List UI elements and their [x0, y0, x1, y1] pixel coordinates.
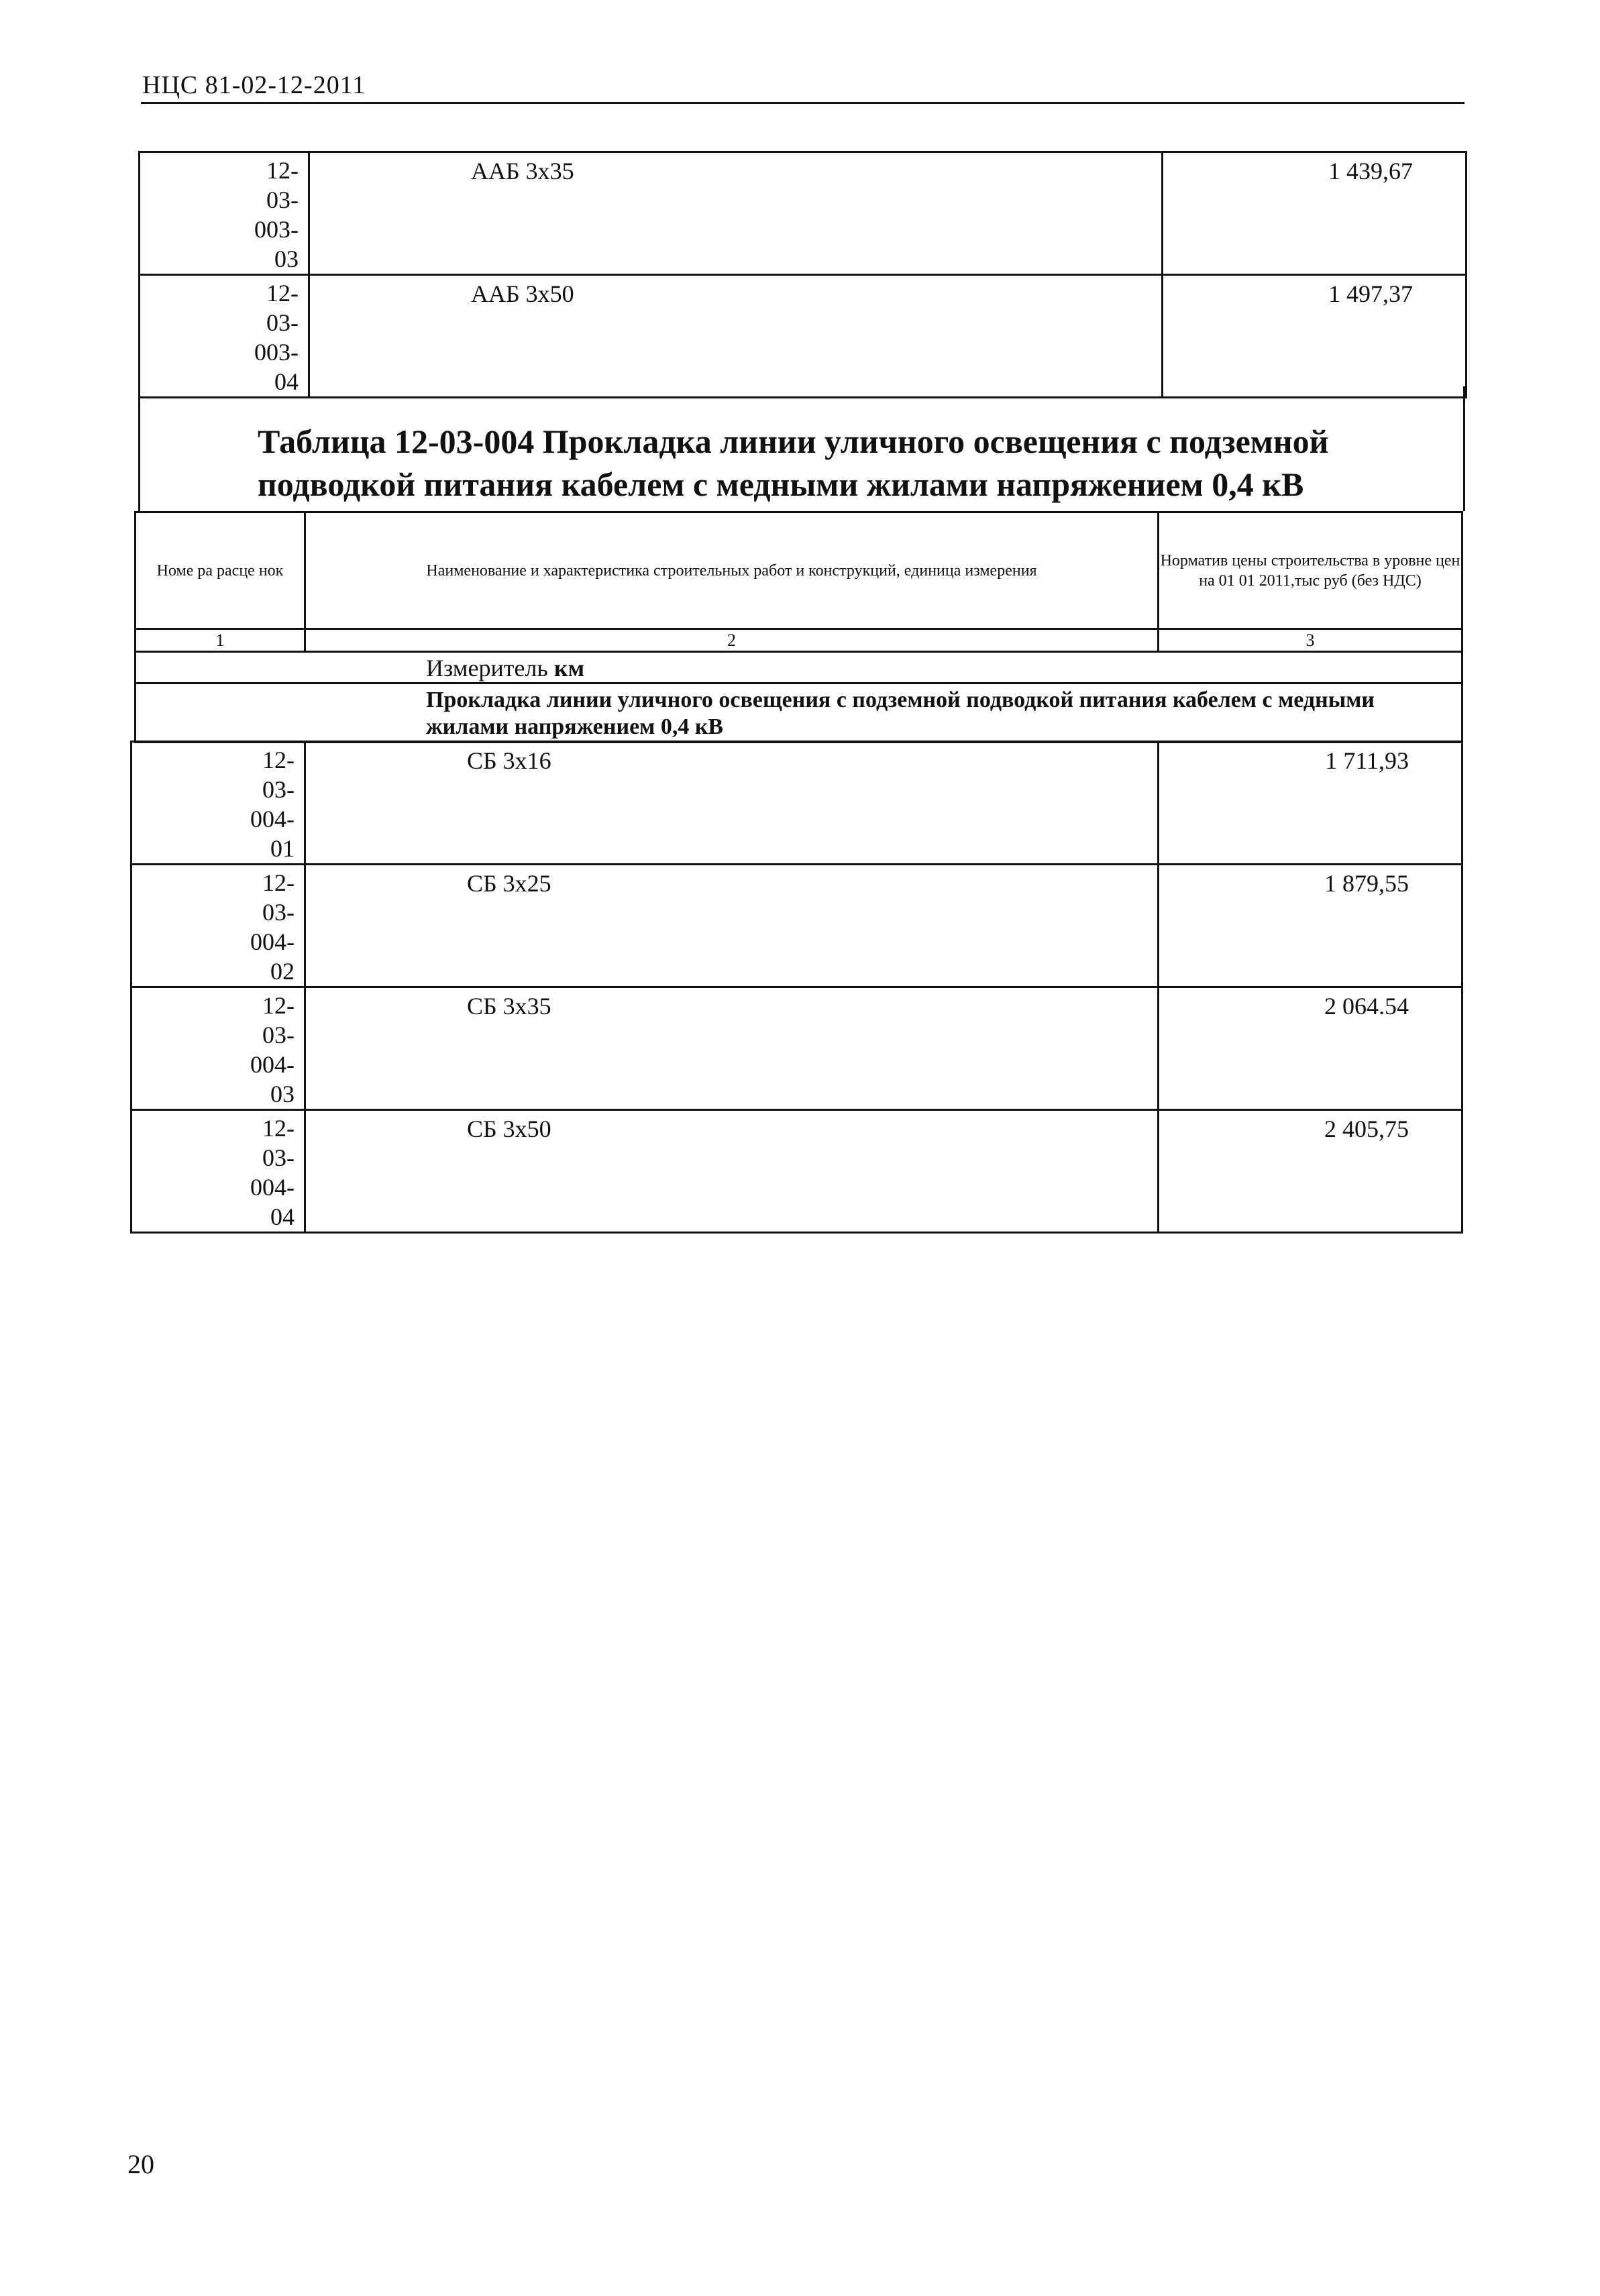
column-number: 2 — [305, 629, 1159, 652]
rate-code: 12- 03- 004- 03 — [131, 987, 305, 1110]
table-row — [131, 1110, 1462, 1233]
item-price: 1 879,55 — [1159, 865, 1462, 987]
section-row — [136, 684, 1462, 743]
item-name: СБ 3х25 — [305, 865, 1159, 987]
column-number-row — [136, 629, 1462, 652]
item-name: СБ 3х16 — [305, 742, 1159, 865]
item-name: СБ 3х35 — [305, 987, 1159, 1110]
item-price: 2 405,75 — [1159, 1110, 1462, 1233]
table-title: Таблица 12-03-004 Прокладка линии уличного освещения с подземной подводкой питания кабелем с медными жилами напряжением 0,4 кВ — [258, 423, 1329, 503]
section-title: Прокладка линии уличного освещения с подземной подводкой питания кабелем с медными жилами напряжением 0,4 кВ — [136, 684, 1462, 743]
table-header — [134, 511, 1463, 743]
measure-row — [136, 652, 1462, 684]
table-row — [131, 865, 1462, 987]
header-rule — [141, 102, 1464, 104]
item-name: ААБ 3х50 — [309, 275, 1163, 398]
table-title-box — [138, 386, 1465, 511]
table-row — [131, 742, 1462, 865]
item-name: ААБ 3х35 — [309, 152, 1163, 275]
measure-label: Измеритель — [426, 655, 548, 681]
table-row — [140, 152, 1466, 275]
header-price: Норматив цены строительства в уровне цен на 01 01 2011,тыс руб (без НДС) — [1159, 512, 1462, 629]
rate-code: 12- 03- 004- 04 — [131, 1110, 305, 1233]
rate-code: 12- 03- 004- 01 — [131, 742, 305, 865]
rate-code: 12- 03- 003- 04 — [140, 275, 309, 398]
header-row — [136, 512, 1462, 629]
item-price: 1 439,67 — [1163, 152, 1466, 275]
item-price: 1 711,93 — [1159, 742, 1462, 865]
table-row — [140, 275, 1466, 398]
rate-code: 12- 03- 004- 02 — [131, 865, 305, 987]
header-code: Номе ра расце нок — [136, 512, 305, 629]
item-price: 2 064.54 — [1159, 987, 1462, 1110]
measure-unit: км — [553, 655, 585, 681]
table-row — [131, 987, 1462, 1110]
document-header: НЦС 81-02-12-2011 — [142, 71, 366, 99]
previous-table — [138, 151, 1467, 398]
data-table — [130, 741, 1463, 1234]
column-number: 3 — [1159, 629, 1462, 652]
page-number: 20 — [127, 2149, 154, 2179]
item-price: 1 497,37 — [1163, 275, 1466, 398]
column-number: 1 — [136, 629, 305, 652]
item-name: СБ 3х50 — [305, 1110, 1159, 1233]
rate-code: 12- 03- 003- 03 — [140, 152, 309, 275]
measure-cell — [136, 652, 1462, 684]
header-name: Наименование и характеристика строительных работ и конструкций, единица измерения — [305, 512, 1159, 629]
